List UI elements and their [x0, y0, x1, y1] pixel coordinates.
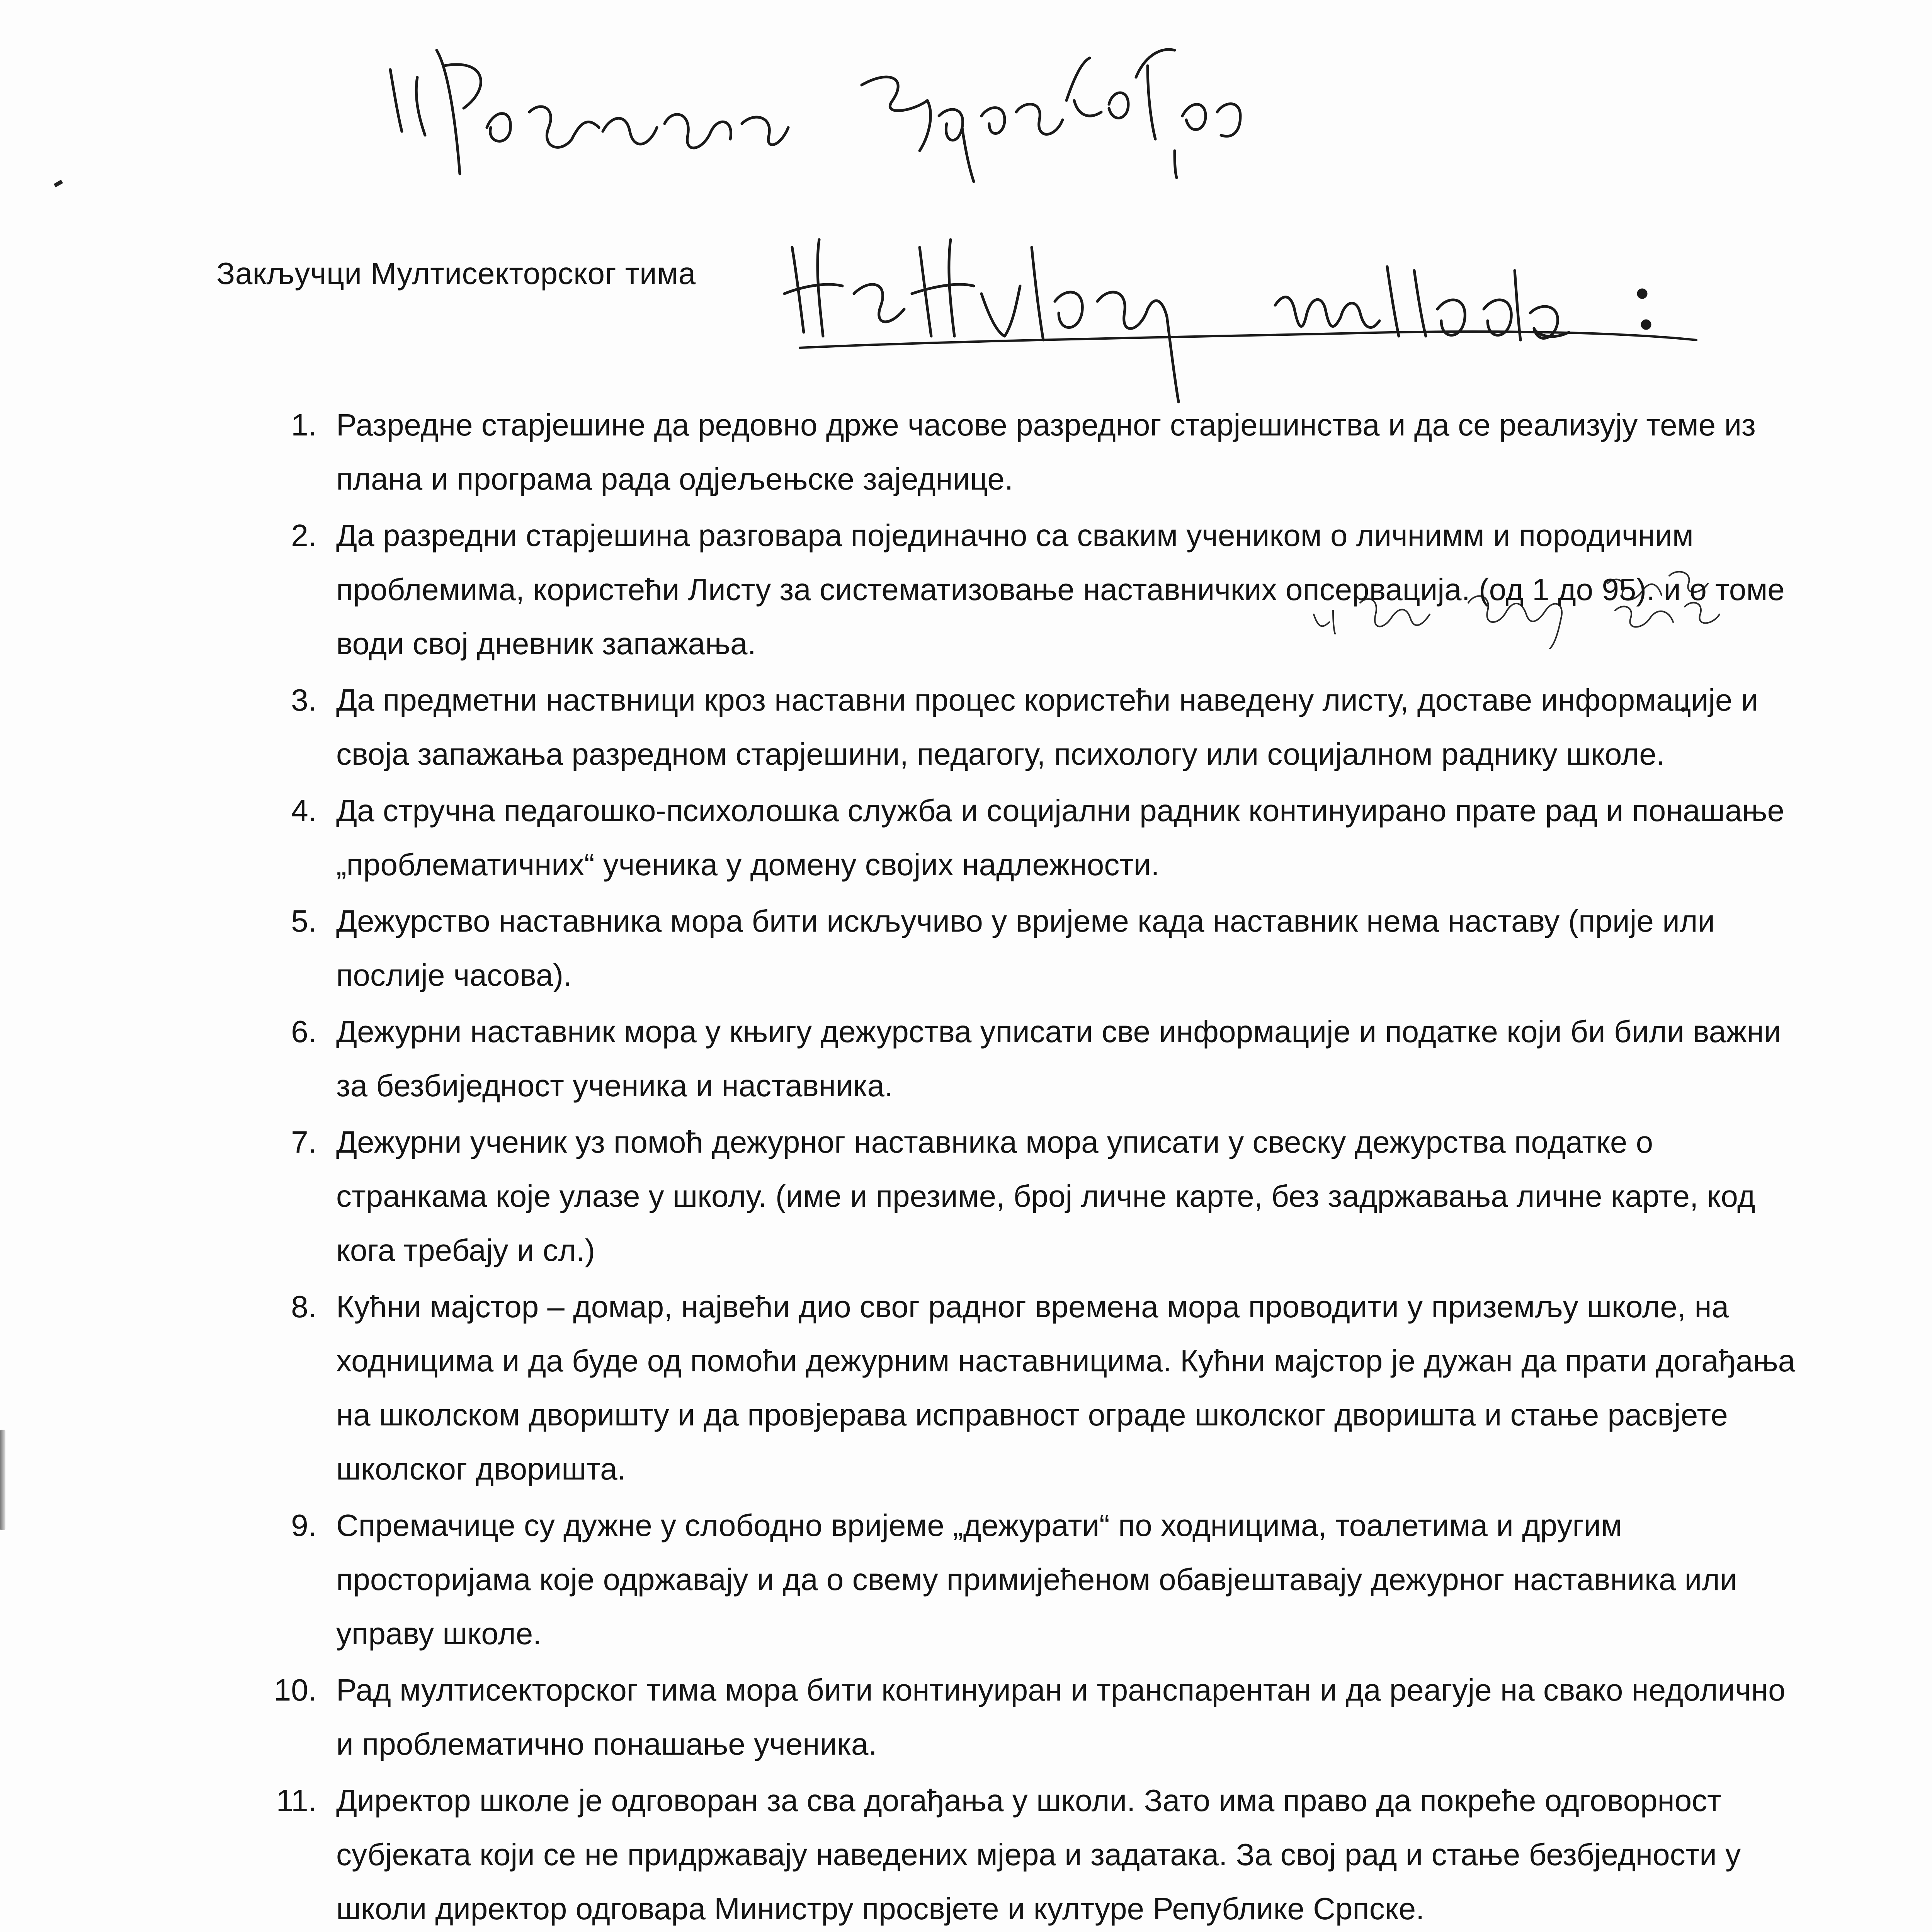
item-text: Дежурни ученик уз помоћ дежурног наставника мора уписати у свеску дежурства податке о странкама које улазе у школу. (име и презиме, број личне карте, без задржавања личне карте, код кога требају и сл.) — [336, 1125, 1755, 1267]
item-number: 7. — [291, 1125, 317, 1159]
item-text: Да предметни наствници кроз наставни процес користећи наведену листу, доставе информације и своја запажања разредном старјешини, педагогу, психологу или социјалном раднику школе. — [336, 683, 1759, 771]
conclusions-list — [270, 398, 1797, 1932]
item-number: 5. — [291, 904, 317, 938]
list-item — [270, 1774, 1797, 1932]
list-item — [270, 1115, 1797, 1277]
item-number: 4. — [291, 793, 317, 828]
item-number: 10. — [274, 1673, 317, 1707]
item-text: Дежурни наставник мора у књигу дежурства уписати све информације и податке који би били важни за безбиједност ученика и наставника. — [336, 1014, 1781, 1103]
list-item — [270, 894, 1797, 1002]
list-item — [270, 509, 1797, 671]
item-number: 11. — [276, 1783, 317, 1818]
item-text: Рад мултисекторског тима мора бити континуиран и транспарентан и да реагује на свако недолично и проблематично понашање ученика. — [336, 1673, 1786, 1761]
item-text: Дежурство наставника мора бити искључиво у вријеме када наставник нема наставу (прије или послије часова). — [336, 904, 1715, 992]
item-text: Да стручна педагошко-психолошка служба и социјални радник континуирано прате рад и понашање „проблематичних“ ученика у домену својих надлежности. — [336, 793, 1785, 882]
item-text: Да разредни старјешина разговара појединачно са сваким учеником о личнимм и породичним проблемима, користећи Листу за систематизовање наставничких опсервација. (од 1 до 95). и о томе води свој дневник запажања. — [336, 518, 1785, 661]
list-item — [270, 1280, 1797, 1496]
item-number: 9. — [291, 1508, 317, 1543]
item-number: 6. — [291, 1014, 317, 1049]
scan-edge-mark — [0, 1430, 5, 1530]
list-item — [270, 673, 1797, 781]
handwritten-annotation — [0, 0, 1932, 464]
item-number: 8. — [291, 1289, 317, 1324]
item-text: Кућни мајстор – домар, највећи дио свог радног времена мора проводити у приземљу школе, на ходницима и да буде од помоћи дежурним наставницима. Кућни мајстор је дужан да прати догађања на школском дворишту и да провјерава исправност ограде школског дворишта и стање расвјете школског дворишта. — [336, 1289, 1796, 1486]
item-number: 2. — [291, 518, 317, 553]
list-item — [270, 1498, 1797, 1661]
list-item — [270, 1005, 1797, 1113]
document-heading: Закључци Мултисекторског тима — [216, 256, 696, 291]
list-item — [270, 784, 1797, 892]
item-text: Разредне старјешине да редовно држе часове разредног старјешинства и да се реализују теме из плана и програма рада одјељењске заједнице. — [336, 408, 1756, 496]
item-text: Директор школе је одговоран за сва догађања у школи. Зато има право да покреће одговорност субјеката који се не придржавају наведених мјера и задатака. За свој рад и стање безбједности у школи директор одговара Министру просвјете и културе Републике Српске. — [336, 1783, 1741, 1926]
item-number: 3. — [291, 683, 317, 717]
list-item — [270, 398, 1797, 506]
list-item — [270, 1663, 1797, 1771]
item-number: 1. — [291, 408, 317, 442]
item-text: Спремачице су дужне у слободно вријеме „дежурати“ по ходницима, тоалетима и другим просторијама које одржавају и да о свему примијећеном обавјештавају дежурног наставника или управу школе. — [336, 1508, 1737, 1651]
